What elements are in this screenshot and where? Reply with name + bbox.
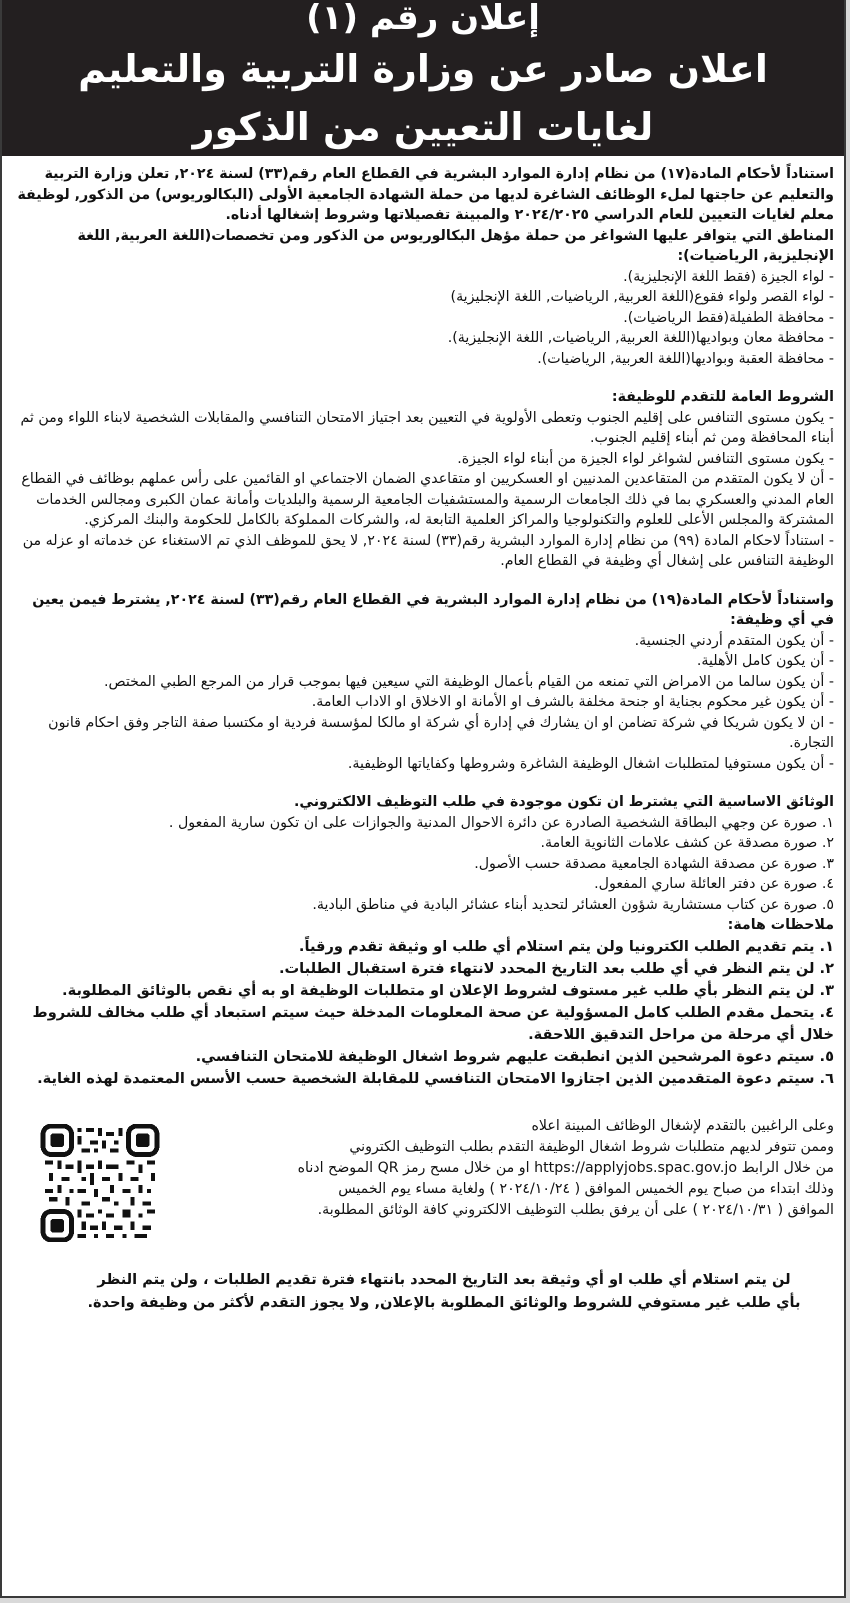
note-item: ٣. لن يتم النظر بأي طلب غير مستوف لشروط الإعلان او متطلبات الوظيفة او به أي نقص بالوثائق المطلوبة. (62, 981, 834, 999)
notes-heading: ملاحظات هامة: (727, 917, 834, 933)
document-item: ٢. صورة مصدقة عن كشف علامات الثانوية العامة. (540, 835, 834, 851)
announcement-subtitle: لغايات التعيين من الذكور (192, 105, 654, 149)
header-banner (2, 0, 844, 156)
final-notice-line: لن يتم استلام أي طلب او أي وثيقة بعد التاريخ المحدد بانتهاء فترة تقديم الطلبات ، ولن يتم النظر (97, 1270, 791, 1288)
announcement-title: اعلان صادر عن وزارة التربية والتعليم (78, 47, 768, 91)
apply-section (14, 1116, 834, 1266)
general-conditions-list (14, 408, 834, 572)
region-item: - محافظة الطفيلة(فقط الرياضيات). (623, 309, 834, 326)
note-item: ٢. لن يتم النظر في أي طلب بعد التاريخ المحدد لانتهاء فترة استقبال الطلبات. (278, 959, 834, 977)
condition-item: - استناداً لاحكام المادة (٩٩) من نظام إدارة الموارد البشرية رقم(٣٣) لسنة ٢٠٢٤, لا يحق للموظف الذي تم الاستغناء عن خدماته او عزله من الوظيفة التنافس على إشغال أي وظيفة في القطاع العام. (22, 532, 834, 569)
requirement-item: - أن يكون مستوفيا لمتطلبات اشغال الوظيفة الشاغرة وشروطها وكفاياتها الوظيفية. (347, 755, 834, 772)
regions-list (14, 267, 834, 370)
document-item: ٥. صورة عن كتاب مستشارية شؤون العشائر لتحديد أبناء عشائر البادية في مناطق البادية. (312, 896, 834, 913)
apply-url-link[interactable]: https://applyjobs.spac.gov.jo (534, 1159, 738, 1176)
requirement-item: - أن يكون كامل الأهلية. (696, 653, 834, 669)
qr-code-icon[interactable] (40, 1124, 160, 1242)
region-item: - محافظة العقبة وبواديها(اللغة العربية, الرياضيات). (537, 350, 834, 367)
article19-list (14, 631, 834, 775)
article19-heading: واستناداً لأحكام المادة(١٩) من نظام إدارة الموارد البشرية في القطاع العام رقم(٣٣) لسنة ٢٠٢٤, يشترط فيمن يعين في أي وظيفة: (32, 591, 834, 628)
apply-link-suffix: او من خلال مسح رمز QR الموضح ادناه (297, 1159, 530, 1176)
requirement-item: - أن يكون المتقدم أردني الجنسية. (634, 632, 834, 649)
notes-list (14, 936, 834, 1090)
condition-item: - أن لا يكون المتقدم من المتقاعدين المدنيين او العسكريين او متقاعدي الضمان الاجتماعي او القائمين على رأس عملهم بوظائف في القطاع العام المدني والعسكري بما في ذلك الجامعات الرسمية والمستشفيات الجامعية الرسمية والبلديات وأمانة عمان الكبرى ومجالس الخدمات المشتركة والمجلس الأعلى للعلوم والتكنولوجيا والمراكز العلمية التابعة له، والشركات المملوكة بالكامل للحكومة والبنك المركزي. (21, 471, 834, 528)
condition-item: - يكون مستوى التنافس لشواغر لواء الجيزة من أبناء لواء الجيزة. (457, 450, 834, 467)
apply-instructions (164, 1116, 834, 1221)
apply-link-prefix: من خلال الرابط (741, 1159, 834, 1176)
final-notice (14, 1268, 834, 1314)
region-item: - محافظة معان وبواديها(اللغة العربية, الرياضيات, اللغة الإنجليزية). (447, 330, 834, 346)
region-item: - لواء الجيزة (فقط اللغة الإنجليزية). (623, 268, 834, 285)
note-item: ٦. سيتم دعوة المتقدمين الذين اجتازوا الامتحان التنافسي للمقابلة الشخصية حسب الأسس المعتمدة لهذه الغاية. (37, 1069, 834, 1087)
regions-heading: المناطق التي يتوافر عليها الشواغر من حملة مؤهل البكالوريوس من الذكور ومن تخصصات(اللغة العربية, اللغة الإنجليزية, الرياضيات): (77, 227, 834, 264)
apply-line (164, 1158, 834, 1179)
final-notice-line: بأي طلب غير مستوفي للشروط والوثائق المطلوبة بالإعلان, ولا يجوز التقدم لأكثر من وظيفة واحدة. (87, 1293, 801, 1311)
document-item: ٤. صورة عن دفتر العائلة ساري المفعول. (594, 876, 834, 892)
document-item: ١. صورة عن وجهي البطاقة الشخصية الصادرة عن دائرة الاحوال المدنية والجوازات على ان تكون سارية المفعول . (168, 814, 834, 831)
intro-paragraph: استناداً لأحكام المادة(١٧) من نظام إدارة الموارد البشرية في القطاع العام رقم(٣٣) لسنة ٢٠٢٤, تعلن وزارة التربية والتعليم عن حاجتها لملء الوظائف الشاغرة لديها من حملة الشهادة الجامعية الأولى (البكالوريوس) من الذكور, لوظيفة معلم لغايات التعيين للعام الدراسي ٢٠٢٤/٢٠٢٥ والمبينة تفصيلاتها وشروط إشغالها أدناه. (17, 166, 834, 223)
requirement-item: - أن يكون غير محكوم بجناية او جنحة مخلفة بالشرف او الأمانة او الاخلاق او الاداب العامة. (311, 694, 834, 710)
note-item: ٥. سيتم دعوة المرشحين الذين انطبقت عليهم شروط اشغال الوظيفة للامتحان التنافسي. (195, 1047, 834, 1065)
note-item: ٤. يتحمل مقدم الطلب كامل المسؤولية عن صحة المعلومات المدخلة حيث سيتم استبعاد أي طلب مخالف للشروط خلال أي مرحلة من مراحل التدقيق اللاحقة. (32, 1003, 834, 1043)
apply-line: وعلى الراغبين بالتقدم لإشغال الوظائف المبينة اعلاه (531, 1117, 834, 1134)
note-item: ١. يتم تقديم الطلب الكترونيا ولن يتم استلام أي طلب او وثيقة تقدم ورقياً. (298, 937, 834, 955)
apply-dates-line: وذلك ابتداء من صباح يوم الخميس الموافق ( ٢٠٢٤/١٠/٢٤ ) ولغاية مساء يوم الخميس (338, 1180, 834, 1197)
apply-line: وممن تتوفر لديهم متطلبات شروط اشغال الوظيفة التقدم بطلب التوظيف الكتروني (349, 1138, 834, 1155)
apply-dates-line: الموافق ( ٢٠٢٤/١٠/٣١ ) على أن يرفق بطلب التوظيف الالكتروني كافة الوثائق المطلوبة. (317, 1201, 834, 1218)
requirement-item: - ان لا يكون شريكا في شركة تضامن او ان يشارك في إدارة أي شركة او مالكا لمؤسسة فردية او مكتسبا صفة التاجر وفق احكام قانون التجارة. (48, 714, 834, 751)
documents-heading: الوثائق الاساسية التي يشترط ان تكون موجودة في طلب التوظيف الالكتروني. (293, 794, 834, 810)
region-item: - لواء القصر ولواء فقوع(اللغة العربية, الرياضيات, اللغة الإنجليزية) (450, 289, 834, 305)
documents-list (14, 813, 834, 916)
general-conditions-heading: الشروط العامة للتقدم للوظيفة: (611, 389, 834, 405)
document-item: ٣. صورة عن مصدقة الشهادة الجامعية مصدقة حسب الأصول. (474, 855, 834, 872)
announcement-body (2, 156, 844, 1314)
announcement-number: إعلان رقم (١) (306, 0, 540, 38)
requirement-item: - أن يكون سالما من الامراض التي تمنعه من القيام بأعمال الوظيفة التي سيعين فيها بموجب قرار من المرجع الطبي المختص. (103, 673, 834, 690)
condition-item: - يكون مستوى التنافس على إقليم الجنوب وتعطى الأولوية في التعيين بعد اجتياز الامتحان التنافسي والمقابلات الشخصية لابناء اللواء ومن ثم أبناء المحافظة ومن ثم أبناء إقليم الجنوب. (20, 409, 834, 446)
